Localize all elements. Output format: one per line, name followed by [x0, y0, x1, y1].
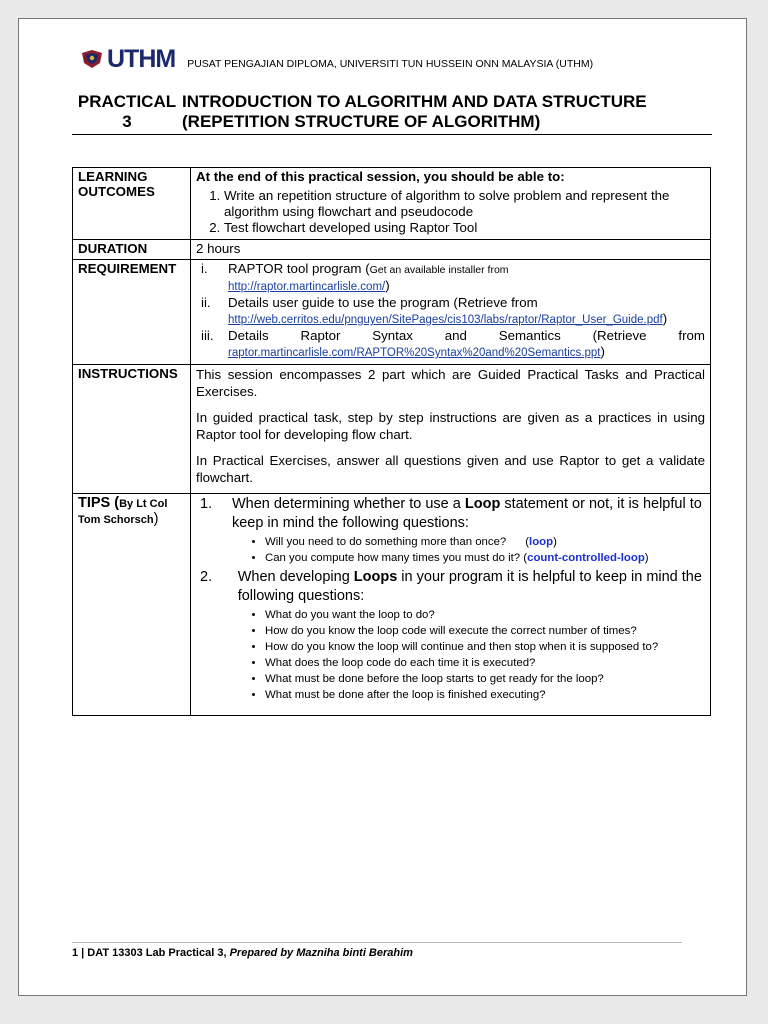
list-number: ii. [201, 295, 211, 310]
logo-wordmark: UTHM [107, 45, 176, 73]
row-tips [73, 494, 711, 716]
practical-number: PRACTICAL 3 [77, 92, 177, 131]
practical-topic: INTRODUCTION TO ALGORITHM AND DATA STRUCTURE (REPETITION STRUCTURE OF ALGORITHM) [182, 92, 647, 131]
list-number: i. [201, 261, 208, 276]
learning-outcomes-content [191, 168, 711, 240]
institution-name: PUSAT PENGAJIAN DIPLOMA, UNIVERSITI TUN HUSSEIN ONN MALAYSIA (UTHM) [187, 58, 594, 70]
list-item: • What must be done after the loop is finished executing? [265, 688, 705, 703]
footer-course: 1 | DAT 13303 Lab Practical 3, [72, 947, 227, 959]
row-duration [73, 240, 711, 260]
practical-title [72, 92, 712, 132]
instruction-paragraph: This session encompasses 2 part which are Guided Practical Tasks and Practical Exercises. [196, 367, 705, 399]
list-item: • Will you need to do something more than once? (loop) [265, 535, 705, 550]
instruction-paragraph: In guided practical task, step by step instructions are given as a practices in using Raptor tool for developing flow chart. [196, 410, 705, 442]
label-tips: TIPS (By Lt Col Tom Schorsch) [73, 494, 191, 716]
list-item: 1. Write an repetition structure of algorithm to solve problem and represent the algorithm using flowchart and pseudocode [224, 188, 705, 220]
label-learning-outcomes: LEARNING OUTCOMES [73, 168, 191, 240]
instruction-paragraph: In Practical Exercises, answer all questions given and use Raptor to get a validate flowchart. [196, 453, 705, 485]
list-item: • How do you know the loop will continue and then stop when it is supposed to? [265, 640, 705, 655]
page-header [80, 45, 594, 73]
tip-item-2: 2. When developing Loops in your program it is helpful to keep in mind the following questions: [200, 569, 702, 604]
page-footer [72, 942, 682, 959]
instructions-content [191, 365, 711, 494]
footer-author: Prepared by Mazniha binti Berahim [229, 947, 413, 959]
syntax-semantics-link[interactable]: raptor.martincarlisle.com/RAPTOR%20Syntax%20and%20Semantics.ppt [228, 347, 601, 359]
row-instructions [73, 365, 711, 494]
uthm-logo [80, 45, 176, 73]
tip-item-1: 1. When determining whether to use a Loop statement or not, it is helpful to keep in mind the following questions: [200, 496, 702, 531]
requirement-item-syntax: Details Raptor Syntax and Semantics (Retrieve from raptor.martincarlisle.com/RAPTOR%20Syntax%20and%20Semantics.ppt) [228, 328, 705, 359]
tips-content [191, 494, 711, 716]
title-divider [72, 134, 712, 135]
tip-2-questions [196, 608, 705, 703]
list-item: • What must be done before the loop starts to get ready for the loop? [265, 672, 705, 687]
list-item: 2. Test flowchart developed using Raptor Tool [224, 220, 705, 236]
uthm-crest-icon [80, 49, 104, 69]
list-number: iii. [201, 328, 214, 343]
learning-outcomes-list [196, 188, 705, 236]
practical-info-table [72, 167, 711, 716]
requirement-content [191, 260, 711, 365]
requirement-item-raptor: RAPTOR tool program (Get an available installer from http://raptor.martincarlisle.com/) [228, 261, 509, 293]
row-requirement [73, 260, 711, 365]
list-item: • How do you know the loop code will execute the correct number of times? [265, 624, 705, 639]
label-duration: DURATION [73, 240, 191, 260]
learning-outcomes-intro: At the end of this practical session, you should be able to: [196, 169, 565, 184]
list-item: • What do you want the loop to do? [265, 608, 705, 623]
raptor-installer-link[interactable]: http://raptor.martincarlisle.com/ [228, 281, 386, 293]
requirement-item-user-guide: Details user guide to use the program (Retrieve from http://web.cerritos.edu/pnguyen/SitePages/cis103/labs/raptor/Raptor_User_Guide.pdf) [228, 295, 668, 326]
duration-value: 2 hours [191, 240, 711, 260]
label-instructions: INSTRUCTIONS [73, 365, 191, 494]
label-requirement: REQUIREMENT [73, 260, 191, 365]
list-item: • What does the loop code do each time it is executed? [265, 656, 705, 671]
tip-1-questions [196, 535, 705, 566]
row-learning-outcomes [73, 168, 711, 240]
list-item: • Can you compute how many times you must do it? (count-controlled-loop) [265, 551, 705, 566]
user-guide-link[interactable]: http://web.cerritos.edu/pnguyen/SitePages/cis103/labs/raptor/Raptor_User_Guide.pdf [228, 314, 663, 326]
